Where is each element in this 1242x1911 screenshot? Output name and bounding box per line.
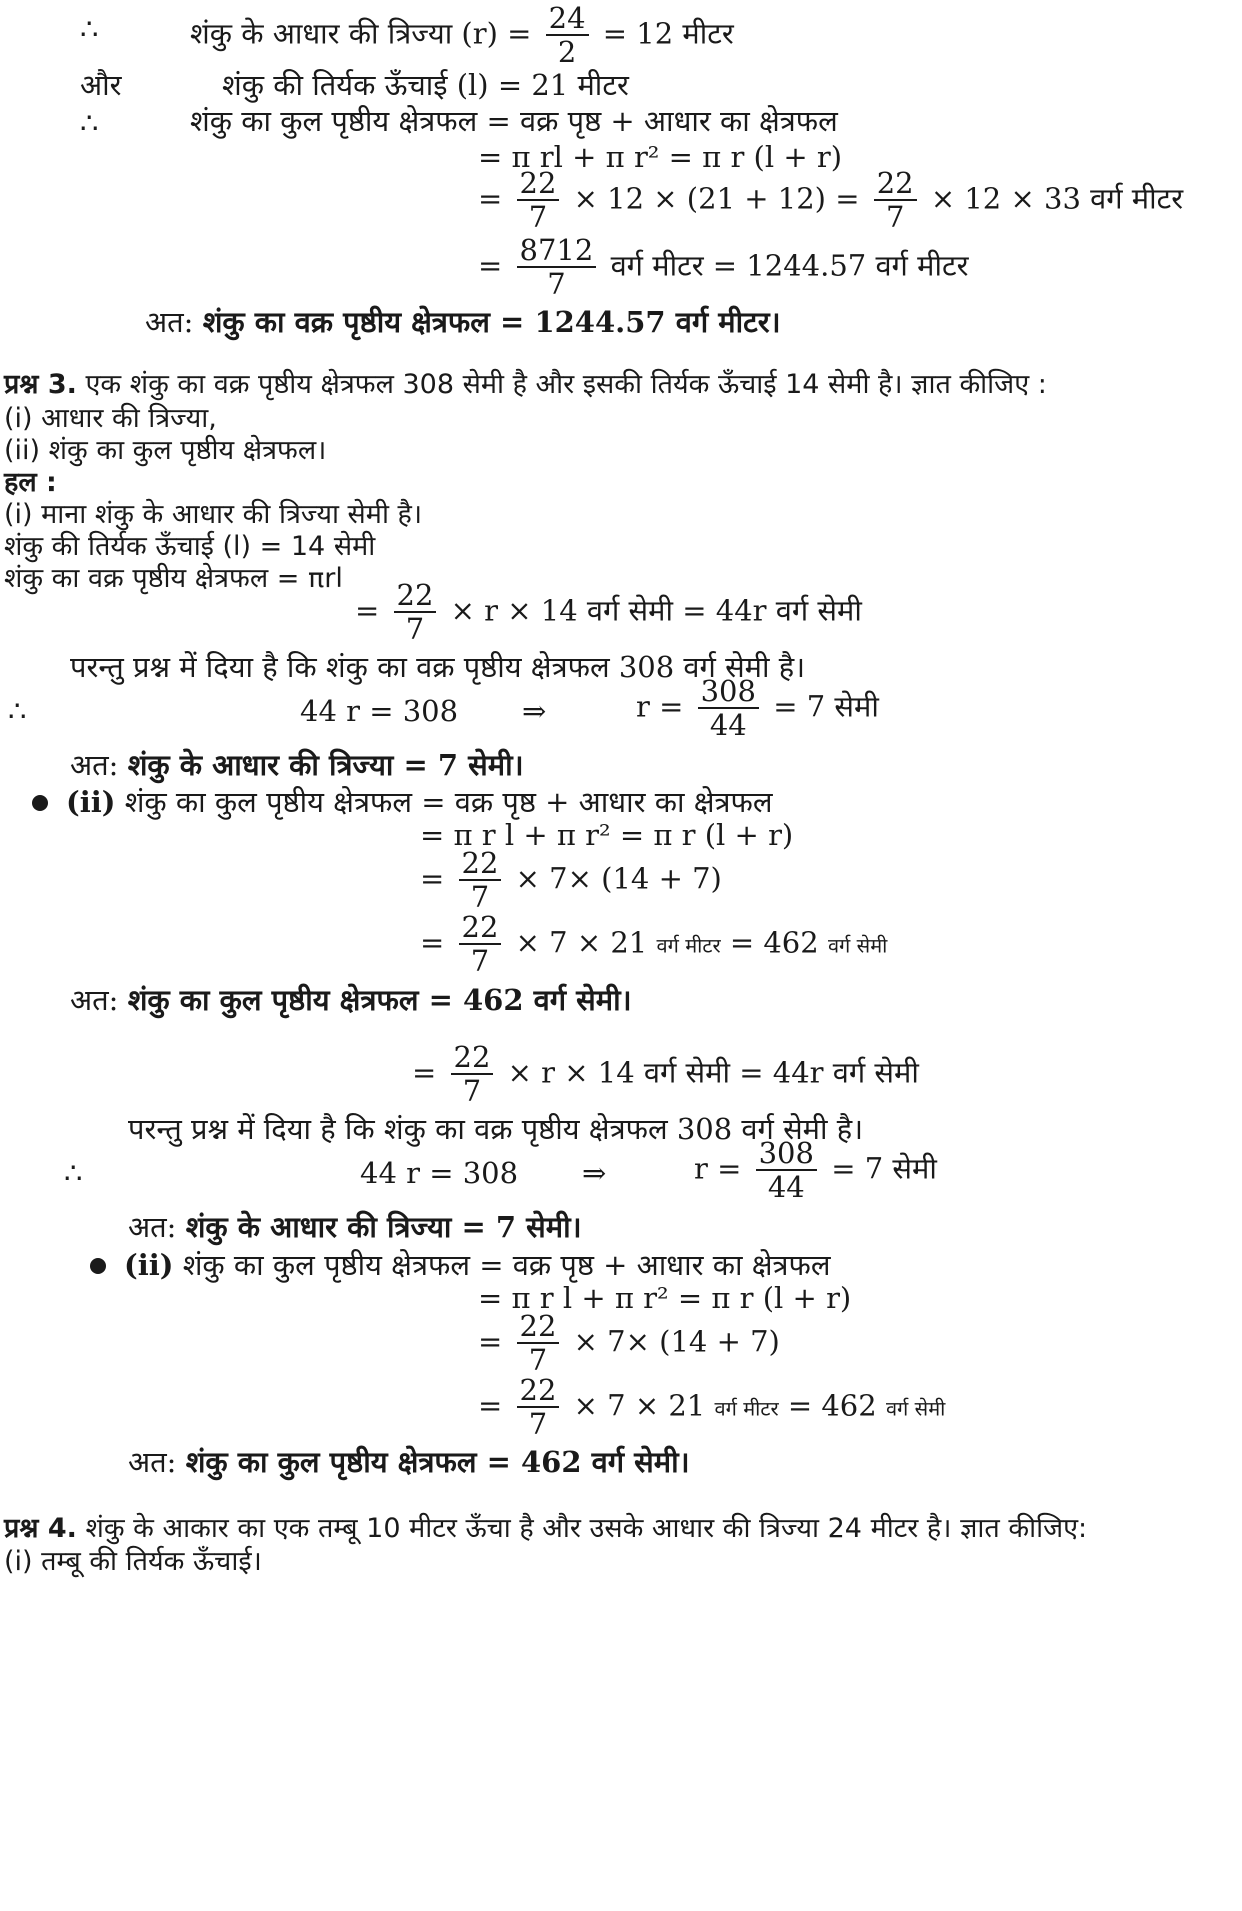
fraction-numerator: 22 [459,848,502,881]
question-3-heading: प्रश्न 3. [4,369,77,400]
therefore-symbol: ∴ [80,106,99,140]
fraction-denominator: 44 [709,708,747,743]
equals-sign: = [420,861,445,896]
therefore-symbol: ∴ [8,694,27,728]
fraction-denominator: 7 [470,944,490,979]
fraction-numerator: 22 [459,912,502,945]
fraction-numerator: 24 [546,3,589,36]
solution-step-2: शंकु की तिर्यक ऊँचाई (l) = 14 सेमी [4,531,376,562]
pi-fraction [459,848,502,913]
total-area-substitution [478,1311,780,1376]
total-area-substitution [420,848,722,913]
result-line [478,235,968,300]
fraction-numerator: 22 [394,580,437,613]
question-3 [4,368,1047,402]
question-3-part-i: (i) आधार की त्रिज्या, [4,403,217,434]
formula-expansion: = π r l + π r² = π r (l + r) [420,818,794,852]
part-ii-label: (ii) [66,785,116,819]
conclusion-prefix: अत: [145,305,194,339]
result-value: = 462 [787,1388,877,1423]
conclusion-answer: शंकु का कुल पृष्ठीय क्षेत्रफल = 462 वर्ग सेमी। [185,1445,690,1479]
equals-sign: = [478,181,503,216]
fraction-numerator: 8712 [517,235,597,268]
solution-step-1: (i) माना शंकु के आधार की त्रिज्या सेमी है। [4,499,423,530]
fraction-denominator: 7 [547,267,566,302]
substitution-tail: × 7× (14 + 7) [515,861,722,896]
pi-fraction [394,580,437,645]
conclusion-answer: शंकु के आधार की त्रिज्या = 7 सेमी। [127,748,524,782]
bullet-icon [90,1258,106,1274]
fraction-numerator: 22 [451,1042,494,1075]
pi-fraction [517,1375,560,1440]
fraction-numerator: 308 [698,676,759,709]
substitution-tail: × 7× (14 + 7) [573,1324,780,1359]
radius-fraction [546,3,589,68]
substitution-line [478,168,1183,233]
question-4-part-i: (i) तम्बू की तिर्यक ऊँचाई। [4,1546,262,1577]
pi-fraction [451,1042,494,1107]
fraction-denominator: 7 [470,880,490,915]
conclusion-prefix: अत: [128,1210,177,1244]
equals-sign: = [420,925,445,960]
implies-arrow: ⇒ [522,694,547,728]
radius-conclusion [128,1210,582,1244]
part-ii-line [66,785,773,819]
substitution-tail: × 12 × 33 वर्ग मीटर [930,181,1184,216]
slant-height-line: शंकु की तिर्यक ऊँचाई (l) = 21 मीटर [222,68,629,102]
conclusion-answer: शंकु का कुल पृष्ठीय क्षेत्रफल = 462 वर्ग सेमी। [127,983,632,1017]
curved-area-tail: × r × 14 वर्ग सेमी = 44r वर्ग सेमी [450,593,862,628]
unit-label: वर्ग सेमी [885,1396,946,1421]
equals-sign: = [355,593,380,628]
fraction-numerator: 22 [874,168,917,201]
unit-label: वर्ग सेमी [827,933,888,958]
radius-solution [694,1138,937,1203]
fraction-denominator: 7 [528,200,548,235]
question-4-heading: प्रश्न 4. [4,1513,77,1544]
conclusion-prefix: अत: [70,748,119,782]
radius-value: = 7 सेमी [773,689,879,724]
total-area-result [420,912,887,977]
pi-fraction [874,168,917,233]
therefore-symbol: ∴ [64,1156,83,1190]
radius-text: शंकु के आधार की त्रिज्या (r) = [190,16,532,51]
unit-label: वर्ग मीटर [656,933,721,958]
fraction-numerator: 308 [756,1138,817,1171]
total-area-result [478,1375,945,1440]
therefore-symbol: ∴ [80,12,99,46]
part-ii-label: (ii) [124,1248,174,1282]
conclusion-line [145,305,781,339]
fraction-denominator: 7 [528,1343,548,1378]
solution-heading: हल : [4,467,57,498]
pi-fraction [517,1311,560,1376]
radius-equation: 44 r = 308 [300,694,459,728]
result-middle: × 7 × 21 [515,925,648,960]
final-conclusion [70,983,632,1017]
part-ii-text: शंकु का कुल पृष्ठीय क्षेत्रफल = वक्र पृष्ठ + आधार का क्षेत्रफल [124,785,773,819]
part-ii-text: शंकु का कुल पृष्ठीय क्षेत्रफल = वक्र पृष्ठ + आधार का क्षेत्रफल [182,1248,831,1282]
pi-fraction [517,168,560,233]
conclusion-prefix: अत: [70,983,119,1017]
curved-area-equation [412,1042,919,1107]
fraction-numerator: 22 [517,168,560,201]
fraction-denominator: 2 [557,35,577,70]
result-tail: वर्ग मीटर = 1244.57 वर्ग मीटर [610,248,969,283]
fraction-denominator: 7 [885,200,905,235]
result-value: = 462 [729,925,819,960]
formula-expansion: = π r l + π r² = π r (l + r) [478,1281,852,1315]
fraction-numerator: 22 [517,1375,560,1408]
pi-fraction [459,912,502,977]
solution-step-3: शंकु का वक्र पृष्ठीय क्षेत्रफल = πrl [4,563,343,594]
given-statement: परन्तु प्रश्न में दिया है कि शंकु का वक्र पृष्ठीय क्षेत्रफल 308 वर्ग सेमी है। [70,650,806,684]
conclusion-prefix: अत: [128,1445,177,1479]
conclusion-answer: शंकु का वक्र पृष्ठीय क्षेत्रफल = 1244.57 वर्ग मीटर। [202,305,781,339]
curved-area-tail: × r × 14 वर्ग सेमी = 44r वर्ग सेमी [507,1055,919,1090]
radius-result: = 12 मीटर [602,16,734,51]
implies-arrow: ⇒ [582,1156,607,1190]
fraction-denominator: 7 [528,1407,548,1442]
radius-variable: r = [636,689,684,724]
fraction-denominator: 44 [767,1170,805,1205]
curved-area-equation [355,580,862,645]
formula-expansion: = π rl + π r² = π r (l + r) [478,140,843,174]
question-4-text: शंकु के आकार का एक तम्बू 10 मीटर ऊँचा है और उसके आधार की त्रिज्या 24 मीटर है। ज्ञात कीजिए: [76,1513,1088,1544]
and-word: और [80,68,122,102]
radius-conclusion [70,748,524,782]
radius-variable: r = [694,1151,742,1186]
radius-fraction [698,676,759,741]
fraction-denominator: 7 [405,612,425,647]
fraction-denominator: 7 [462,1074,482,1109]
radius-solution [636,676,879,741]
question-3-text: एक शंकु का वक्र पृष्ठीय क्षेत्रफल 308 सेमी है और इसकी तिर्यक ऊँचाई 14 सेमी है। ज्ञात कीजिए : [76,369,1047,400]
conclusion-answer: शंकु के आधार की त्रिज्या = 7 सेमी। [185,1210,582,1244]
question-3-part-ii: (ii) शंकु का कुल पृष्ठीय क्षेत्रफल। [4,435,327,466]
equals-sign: = [478,1388,503,1423]
total-area-formula-line: शंकु का कुल पृष्ठीय क्षेत्रफल = वक्र पृष्ठ + आधार का क्षेत्रफल [190,104,838,138]
bullet-icon [32,795,48,811]
result-middle: × 7 × 21 [573,1388,706,1423]
result-fraction [517,235,597,300]
equals-sign: = [478,248,503,283]
equals-sign: = [412,1055,437,1090]
equals-sign: = [478,1324,503,1359]
radius-value: = 7 सेमी [831,1151,937,1186]
radius-line [190,3,734,68]
question-4 [4,1512,1087,1546]
unit-label: वर्ग मीटर [714,1396,779,1421]
fraction-numerator: 22 [517,1311,560,1344]
part-ii-line [124,1248,831,1282]
radius-fraction [756,1138,817,1203]
radius-equation: 44 r = 308 [360,1156,519,1190]
final-conclusion [128,1445,690,1479]
given-statement: परन्तु प्रश्न में दिया है कि शंकु का वक्र पृष्ठीय क्षेत्रफल 308 वर्ग सेमी है। [128,1112,864,1146]
substitution-middle: × 12 × (21 + 12) = [573,181,860,216]
